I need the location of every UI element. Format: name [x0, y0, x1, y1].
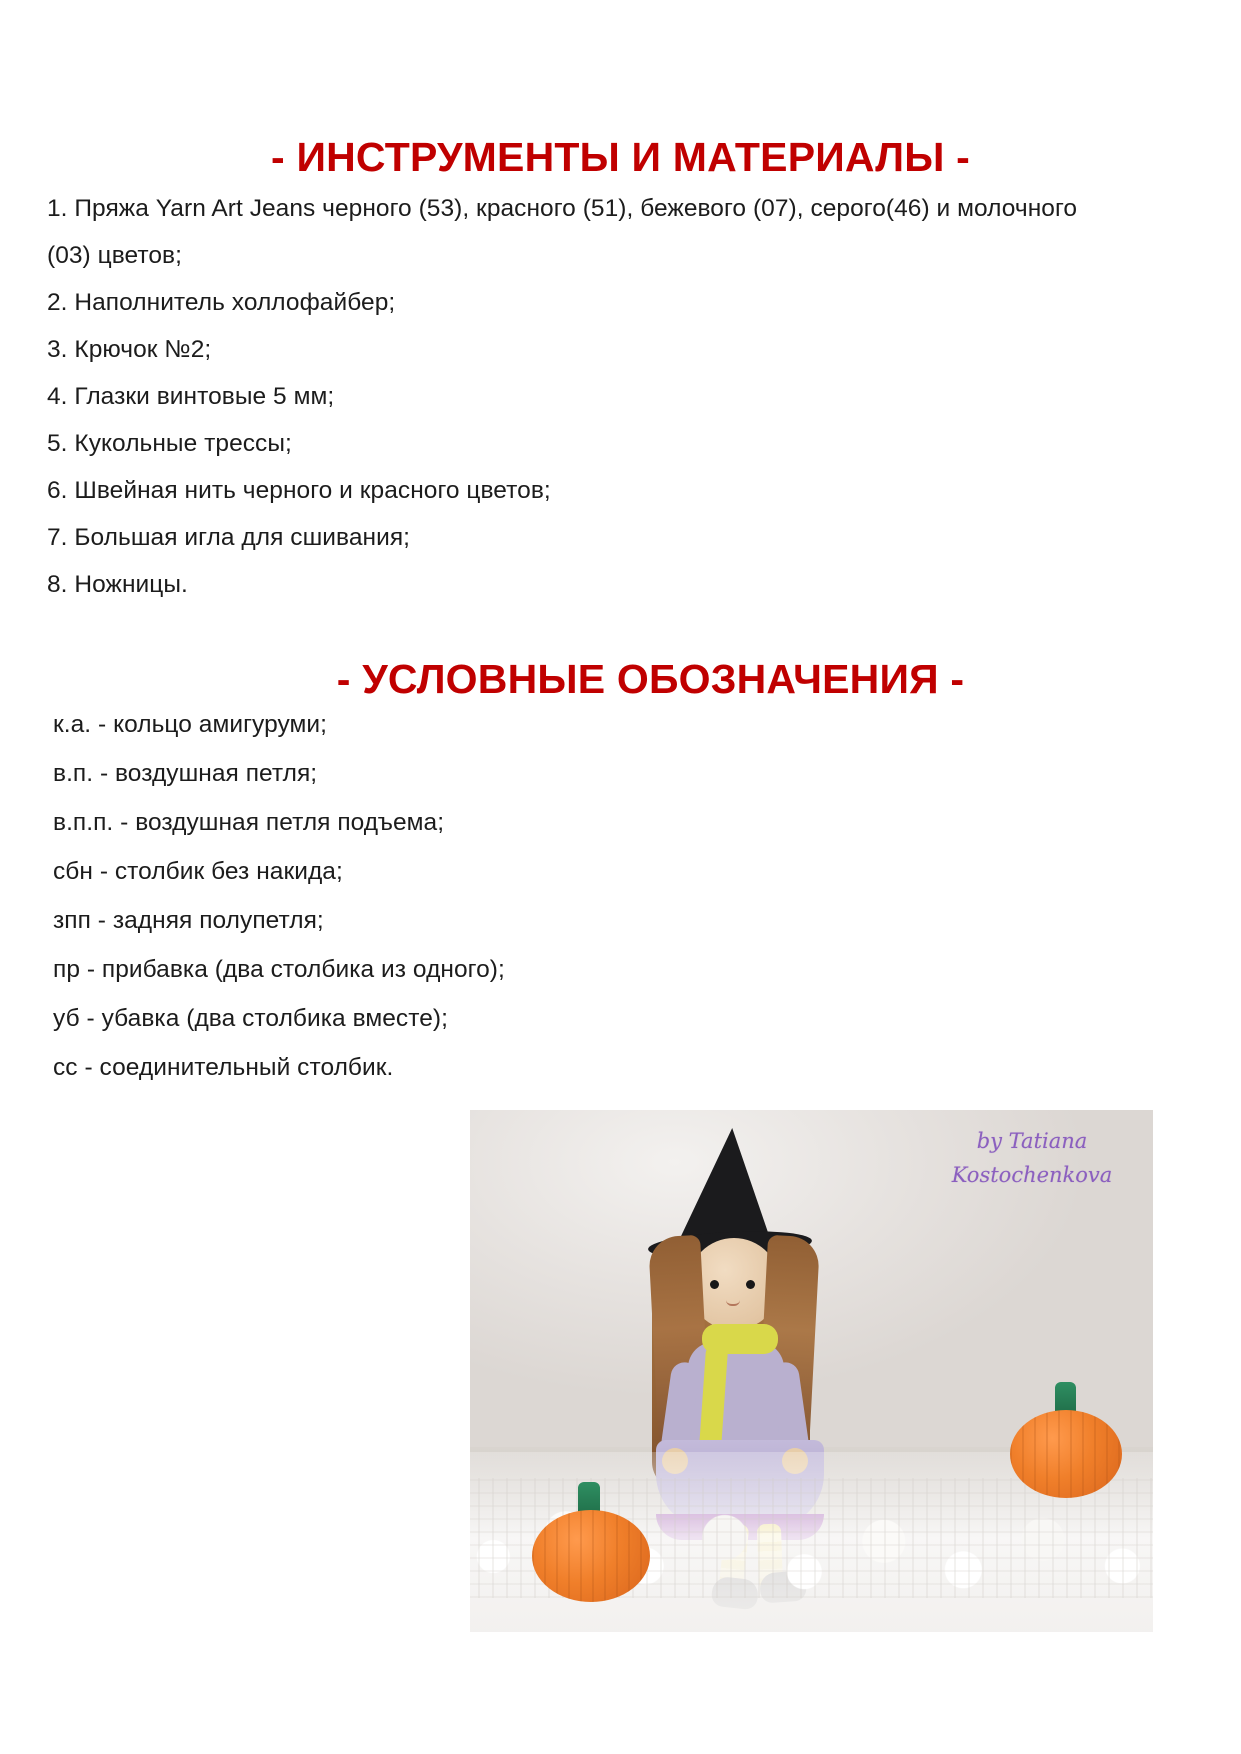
- list-item: зпп - задняя полупетля;: [53, 907, 324, 934]
- list-item: 3. Крючок №2;: [47, 336, 212, 363]
- list-item: 2. Наполнитель холлофайбер;: [47, 289, 396, 316]
- pumpkin-ribs: [532, 1510, 650, 1602]
- product-photo: [470, 1110, 1153, 1632]
- list-item: (03) цветов;: [47, 242, 182, 269]
- list-item: в.п.п. - воздушная петля подъема;: [53, 809, 445, 836]
- list-item: 8. Ножницы.: [47, 571, 188, 598]
- list-item: 6. Швейная нить черного и красного цветов;: [47, 477, 551, 504]
- watermark-line-2: Kostochenkova: [951, 1163, 1113, 1187]
- list-item: уб - убавка (два столбика вместе);: [53, 1005, 448, 1032]
- symbols-list: [53, 700, 1213, 1092]
- list-item: 5. Кукольные трессы;: [47, 430, 292, 457]
- pumpkin-right: [1010, 1410, 1122, 1498]
- list-item: 1. Пряжа Yarn Art Jeans черного (53), красного (51), бежевого (07), серого(46) и молочного: [47, 195, 1078, 222]
- list-item: пр - прибавка (два столбика из одного);: [53, 956, 505, 983]
- list-item: сс - соединительный столбик.: [53, 1054, 394, 1081]
- photo-watermark: [927, 1124, 1137, 1192]
- list-item: в.п. - воздушная петля;: [53, 760, 318, 787]
- pumpkin-ribs: [1010, 1410, 1122, 1498]
- doll-eye-right: [746, 1280, 755, 1289]
- heading-tools-and-materials: - ИНСТРУМЕНТЫ И МАТЕРИАЛЫ -: [271, 134, 970, 181]
- watermark-line-1: by Tatiana: [976, 1129, 1088, 1153]
- list-item: сбн - столбик без накида;: [53, 858, 343, 885]
- pumpkin-left: [532, 1510, 650, 1602]
- list-item: 4. Глазки винтовые 5 мм;: [47, 383, 335, 410]
- heading-symbols-legend: - УСЛОВНЫЕ ОБОЗНАЧЕНИЯ -: [336, 656, 965, 703]
- list-item: к.а. - кольцо амигуруми;: [53, 711, 327, 738]
- materials-list: [47, 185, 1207, 608]
- list-item: 7. Большая игла для сшивания;: [47, 524, 410, 551]
- doll-eye-left: [710, 1280, 719, 1289]
